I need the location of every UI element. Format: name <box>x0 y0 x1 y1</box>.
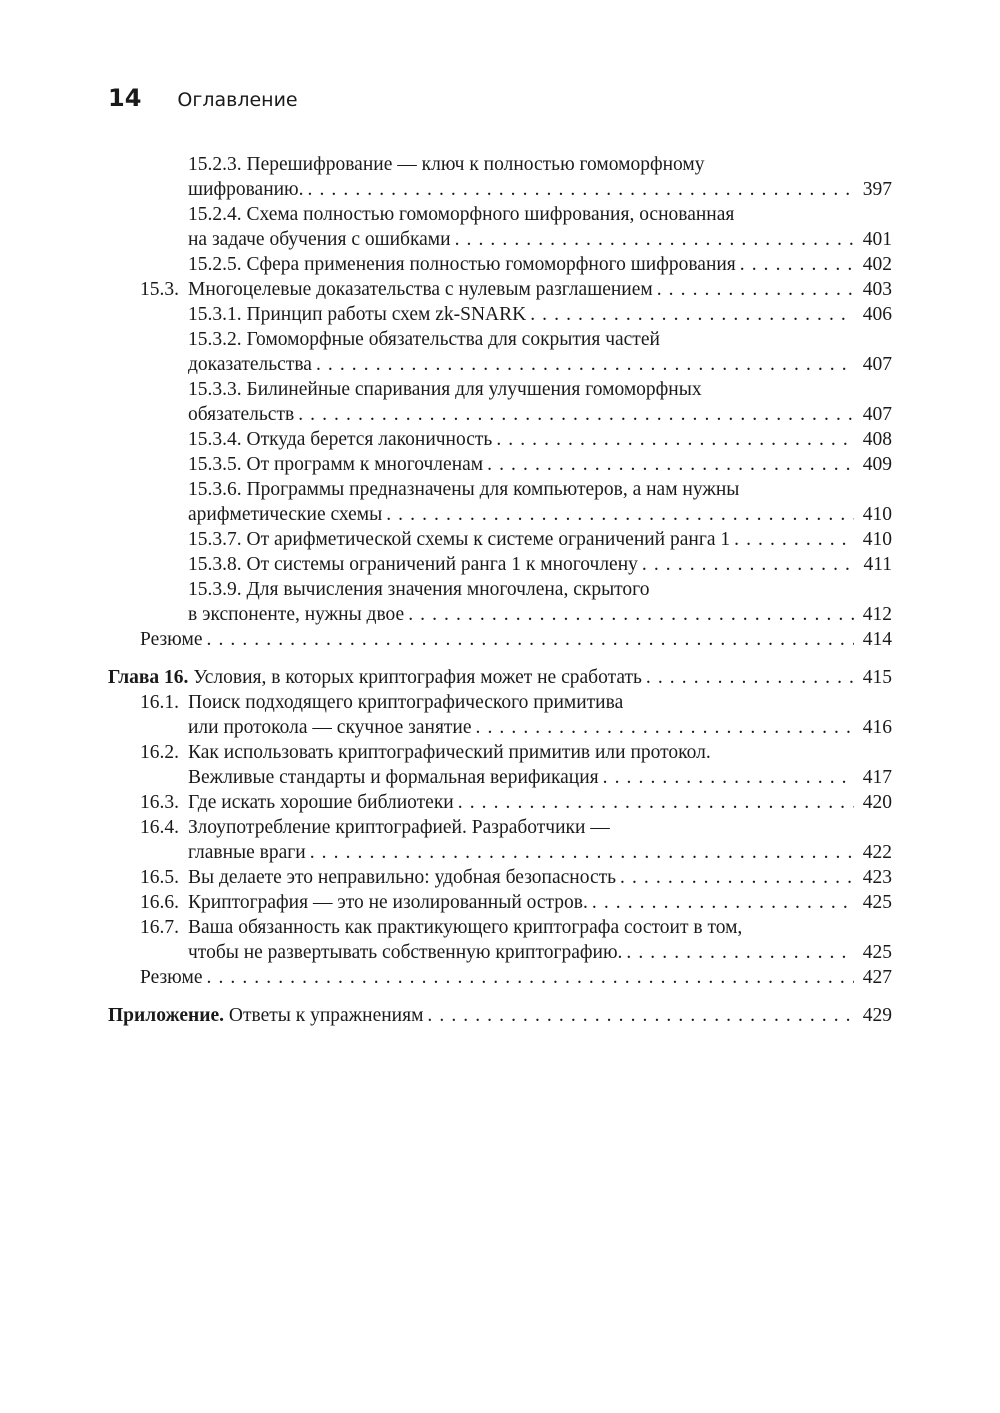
toc-entry-title: Вы делаете это неправильно: удобная безопасность <box>188 867 617 888</box>
dot-leader <box>310 840 854 865</box>
toc-entry[interactable] <box>108 452 892 477</box>
toc-entry[interactable] <box>108 740 892 790</box>
toc-page-number: 407 <box>862 404 892 425</box>
toc-entry-title-line: 15.3.3. Билинейные спаривания для улучшения гомоморфных <box>188 379 702 400</box>
toc-entry-number: 16.2. <box>140 742 179 763</box>
toc-entry[interactable] <box>108 327 892 377</box>
toc-entry-title-line: 15.3.6. Программы предназначены для компьютеров, а нам нужны <box>188 479 740 500</box>
toc-entry-title: Приложение. Ответы к упражнениям <box>108 1005 424 1026</box>
toc-entry[interactable] <box>108 790 892 815</box>
toc-entry-title: на задаче обучения с ошибками <box>188 229 451 250</box>
toc-entry-title: 15.3.4. Откуда берется лаконичность <box>188 429 493 450</box>
toc-entry[interactable] <box>108 252 892 277</box>
toc-entry-title-line: Злоупотребление криптографией. Разработчики — <box>188 817 610 838</box>
chapter-label: Приложение. <box>108 1005 224 1026</box>
toc-entry[interactable] <box>108 277 892 302</box>
toc-entry-title-line: Как использовать криптографический примитив или протокол. <box>188 742 711 763</box>
toc-entry-number: 16.1. <box>140 692 179 713</box>
dot-leader <box>476 715 854 740</box>
toc-entry[interactable] <box>108 815 892 865</box>
toc-entry-number: 16.3. <box>140 792 179 813</box>
toc-entry-title: Резюме <box>140 629 203 650</box>
toc-entry-title-line: Ваша обязанность как практикующего криптографа состоит в том, <box>188 917 743 938</box>
dot-leader <box>207 627 855 652</box>
toc-page-number: 420 <box>862 792 892 813</box>
toc-entry-title: 15.3.8. От системы ограничений ранга 1 к многочлену <box>188 554 638 575</box>
toc-page-number: 416 <box>862 717 892 738</box>
toc-entry-title: Криптография — это не изолированный остров. <box>188 892 588 913</box>
dot-leader <box>620 865 854 890</box>
toc-entry-title-line: 15.2.4. Схема полностью гомоморфного шифрования, основанная <box>188 204 735 225</box>
chapter-gap <box>108 652 892 665</box>
toc-entry-title-line: Поиск подходящего криптографического примитива <box>188 692 624 713</box>
toc-page-number: 412 <box>862 604 892 625</box>
chapter-gap <box>108 990 892 1003</box>
dot-leader <box>316 352 854 377</box>
toc-entry-number: 16.6. <box>140 892 179 913</box>
toc-page-number: 409 <box>862 454 892 475</box>
toc-entry[interactable] <box>108 152 892 202</box>
toc-page-number: 414 <box>862 629 892 650</box>
page-number: 14 <box>108 84 142 112</box>
dot-leader <box>386 502 854 527</box>
toc-entry-title: или протокола — скучное занятие <box>188 717 472 738</box>
dot-leader <box>455 227 854 252</box>
toc-page-number: 401 <box>862 229 892 250</box>
dot-leader <box>487 452 854 477</box>
toc-page-number: 422 <box>862 842 892 863</box>
toc-entry[interactable] <box>108 477 892 527</box>
toc-page-number: 425 <box>862 942 892 963</box>
toc-entry-title: обязательств <box>188 404 295 425</box>
running-title: Оглавление <box>177 89 298 111</box>
dot-leader <box>408 602 854 627</box>
toc-entry-title: доказательства <box>188 354 312 375</box>
toc-entry-title: Резюме <box>140 967 203 988</box>
toc-page-number: 423 <box>862 867 892 888</box>
toc-entry-title: главные враги <box>188 842 306 863</box>
toc-entry[interactable] <box>108 377 892 427</box>
toc-entry-title: 15.3.7. От арифметической схемы к системе ограничений ранга 1 <box>188 529 731 550</box>
dot-leader <box>427 1003 854 1028</box>
toc-entry[interactable] <box>108 1003 892 1028</box>
toc-entry[interactable] <box>108 552 892 577</box>
toc-entry-title-line: 15.2.3. Перешифрование — ключ к полностью гомоморфному <box>188 154 705 175</box>
toc-entry[interactable] <box>108 665 892 690</box>
toc-entry[interactable] <box>108 302 892 327</box>
toc-page-number: 415 <box>862 667 892 688</box>
toc-page-number: 429 <box>862 1005 892 1026</box>
toc-entry[interactable] <box>108 915 892 965</box>
dot-leader <box>592 890 854 915</box>
toc-entry[interactable] <box>108 577 892 627</box>
dot-leader <box>646 665 854 690</box>
dot-leader <box>734 527 854 552</box>
toc-entry-title: шифрованию. <box>188 179 304 200</box>
dot-leader <box>642 552 854 577</box>
toc-page-number: 410 <box>862 504 892 525</box>
toc-entry-number: 16.7. <box>140 917 179 938</box>
toc-entry[interactable] <box>108 865 892 890</box>
dot-leader <box>740 252 854 277</box>
dot-leader <box>603 765 854 790</box>
toc-entry-number: 15.3. <box>140 279 179 300</box>
toc-entry-title-line: 15.3.9. Для вычисления значения многочлена, скрытого <box>188 579 650 600</box>
toc-entry[interactable] <box>108 427 892 452</box>
toc-entry[interactable] <box>108 890 892 915</box>
dot-leader <box>496 427 854 452</box>
running-head <box>108 84 298 120</box>
toc-entry-title: арифметические схемы <box>188 504 383 525</box>
toc-entry[interactable] <box>108 690 892 740</box>
toc-page-number: 410 <box>862 529 892 550</box>
toc-entry-title-line: 15.3.2. Гомоморфные обязательства для сокрытия частей <box>188 329 660 350</box>
dot-leader <box>530 302 854 327</box>
dot-leader <box>308 177 854 202</box>
toc-entry-title: 15.3.5. От программ к многочленам <box>188 454 484 475</box>
toc-entry-title: чтобы не развертывать собственную криптографию. <box>188 942 623 963</box>
toc-entry-title: 15.2.5. Сфера применения полностью гомоморфного шифрования <box>188 254 736 275</box>
toc-page-number: 408 <box>862 429 892 450</box>
toc-page-number: 406 <box>862 304 892 325</box>
toc-entry-title: Глава 16. Условия, в которых криптография может не сработать <box>108 667 642 688</box>
dot-leader <box>298 402 854 427</box>
chapter-label: Глава 16. <box>108 667 189 688</box>
toc-page-number: 425 <box>862 892 892 913</box>
toc-entry-title: Многоцелевые доказательства с нулевым разглашением <box>188 279 653 300</box>
toc-entry-number: 16.5. <box>140 867 179 888</box>
toc-page-number: 417 <box>862 767 892 788</box>
toc-entry-title: Где искать хорошие библиотеки <box>188 792 454 813</box>
toc-page-number: 397 <box>862 179 892 200</box>
toc-entry[interactable] <box>108 527 892 552</box>
toc-page-number: 411 <box>863 554 892 575</box>
toc-entry[interactable] <box>108 627 892 652</box>
dot-leader <box>207 965 855 990</box>
toc-page-number: 402 <box>862 254 892 275</box>
toc-entry[interactable] <box>108 202 892 252</box>
toc-entry-title: 15.3.1. Принцип работы схем zk-SNARK <box>188 304 527 325</box>
toc-page-number: 407 <box>862 354 892 375</box>
toc-entry[interactable] <box>108 965 892 990</box>
toc-entry-title: в экспоненте, нужны двое <box>188 604 405 625</box>
dot-leader <box>626 940 854 965</box>
dot-leader <box>458 790 854 815</box>
dot-leader <box>657 277 854 302</box>
toc-page-number: 403 <box>862 279 892 300</box>
toc-entry-number: 16.4. <box>140 817 179 838</box>
toc-page-number: 427 <box>862 967 892 988</box>
table-of-contents <box>108 152 892 1028</box>
toc-entry-title: Вежливые стандарты и формальная верификация <box>188 767 599 788</box>
